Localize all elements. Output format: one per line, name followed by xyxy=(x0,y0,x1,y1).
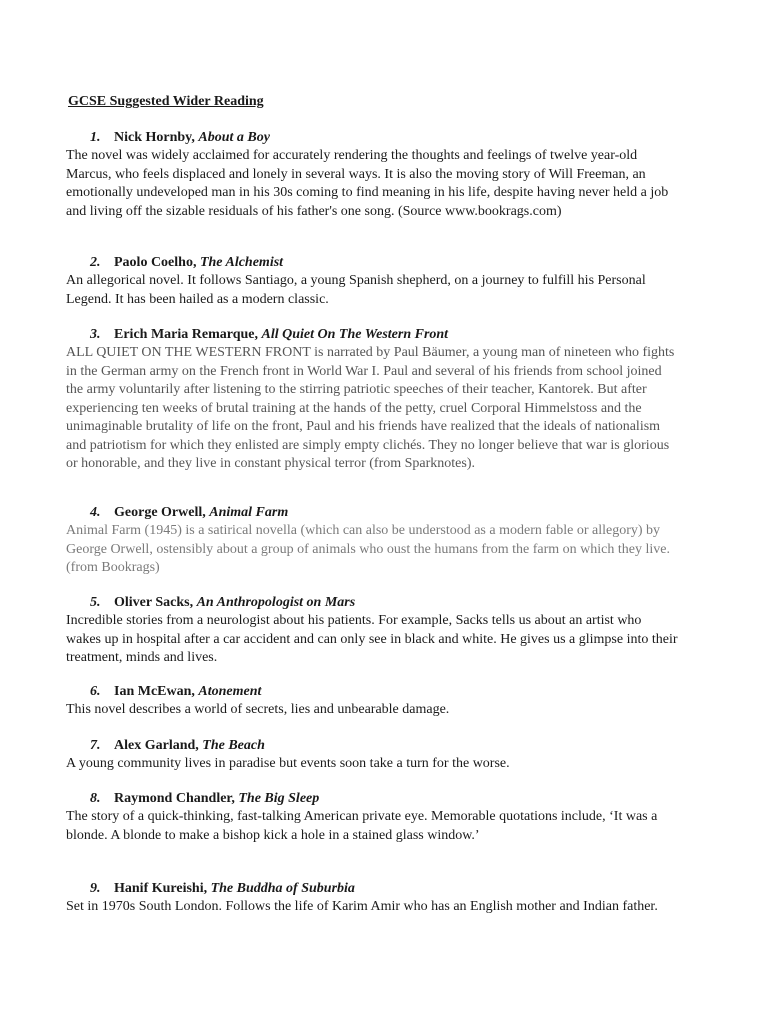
reading-entry-9 xyxy=(66,879,710,917)
reading-entry-2 xyxy=(66,253,710,309)
entry-number: 7. xyxy=(90,738,101,753)
reading-entry-4 xyxy=(66,503,710,578)
entry-author: Nick Hornby, xyxy=(114,130,195,145)
entry-number: 9. xyxy=(90,881,101,896)
entry-number: 8. xyxy=(90,791,101,806)
entry-heading xyxy=(90,789,710,808)
entry-book-title: All Quiet On The Western Front xyxy=(261,327,449,342)
entry-number: 5. xyxy=(90,595,101,610)
entry-author: Erich Maria Remarque, xyxy=(114,327,258,342)
entry-author: Oliver Sacks, xyxy=(114,595,194,610)
reading-entry-1 xyxy=(66,128,710,221)
reading-entry-8 xyxy=(66,789,710,845)
entry-book-title: Animal Farm xyxy=(209,505,289,520)
entry-author: Paolo Coelho, xyxy=(114,255,197,270)
entry-book-title: The Alchemist xyxy=(199,255,284,270)
entry-heading xyxy=(90,593,710,612)
entry-description: Animal Farm (1945) is a satirical novella (which can also be understood as a modern fable or allegory) by George Orwell, ostensibly about a group of animals who oust the humans from the farm on which they live. (from Bookrags) xyxy=(66,523,670,575)
entry-book-title: The Beach xyxy=(202,738,265,753)
entry-number: 3. xyxy=(90,327,101,342)
reading-entry-5 xyxy=(66,593,710,668)
entry-heading xyxy=(90,128,710,147)
entry-book-title: An Anthropologist on Mars xyxy=(196,595,356,610)
entry-description: The story of a quick-thinking, fast-talking American private eye. Memorable quotations include, ‘It was a blonde. A blonde to make a bishop kick a hole in a stained glass window.’ xyxy=(66,809,658,843)
document-title: GCSE Suggested Wider Reading xyxy=(68,94,264,109)
entry-author: Ian McEwan, xyxy=(114,684,195,699)
entry-number: 6. xyxy=(90,684,101,699)
reading-entry-3 xyxy=(66,325,710,474)
entry-heading xyxy=(90,682,710,701)
entry-description: An allegorical novel. It follows Santiago, a young Spanish shepherd, on a journey to fulfill his Personal Legend. It has been hailed as a modern classic. xyxy=(66,273,646,307)
entry-description: This novel describes a world of secrets, lies and unbearable damage. xyxy=(66,702,450,717)
entry-description: ALL QUIET ON THE WESTERN FRONT is narrated by Paul Bäumer, a young man of nineteen who fights in the German army on the French front in World War I. Paul and several of his friends from school joined the army voluntarily after listening to the stirring patriotic speeches of their teacher, Kantorek. But after experiencing ten weeks of brutal training at the hands of the petty, cruel Corporal Himmelstoss and the unimaginable brutality of life on the front, Paul and his friends have realized that the ideals of nationalism and patriotism for which they enlisted are simply empty clichés. They no longer believe that war is glorious or honorable, and they live in constant physical terror (from Sparknotes). xyxy=(66,345,675,471)
entry-book-title: The Big Sleep xyxy=(238,791,320,806)
reading-entry-7 xyxy=(66,736,710,774)
entry-number: 1. xyxy=(90,130,101,145)
entry-heading xyxy=(90,879,710,898)
entry-author: George Orwell, xyxy=(114,505,206,520)
entry-book-title: Atonement xyxy=(198,684,262,699)
entry-heading xyxy=(90,736,710,755)
entry-heading xyxy=(90,253,710,272)
entry-author: Hanif Kureishi, xyxy=(114,881,208,896)
entry-description: A young community lives in paradise but events soon take a turn for the worse. xyxy=(66,756,510,771)
entry-book-title: The Buddha of Suburbia xyxy=(210,881,355,896)
entry-description: Set in 1970s South London. Follows the life of Karim Amir who has an English mother and Indian father. xyxy=(66,899,658,914)
entry-description: The novel was widely acclaimed for accurately rendering the thoughts and feelings of twelve year-old Marcus, who feels displaced and lonely in several ways. It is also the moving story of Will Freeman, an emotionally undeveloped man in his 30s coming to find meaning in his life, despite having never held a job and living off the sizable residuals of his father's one song. (Source www.bookrags.com) xyxy=(66,148,669,219)
entry-number: 2. xyxy=(90,255,101,270)
entry-heading xyxy=(90,503,710,522)
entry-book-title: About a Boy xyxy=(198,130,270,145)
entry-heading xyxy=(90,325,710,344)
reading-entry-6 xyxy=(66,682,710,720)
entry-number: 4. xyxy=(90,505,101,520)
entry-author: Alex Garland, xyxy=(114,738,199,753)
entry-description: Incredible stories from a neurologist about his patients. For example, Sacks tells us about an artist who wakes up in hospital after a car accident and can only see in black and white. He gives us a glimpse into their treatment, minds and lives. xyxy=(66,613,678,665)
entry-author: Raymond Chandler, xyxy=(114,791,235,806)
